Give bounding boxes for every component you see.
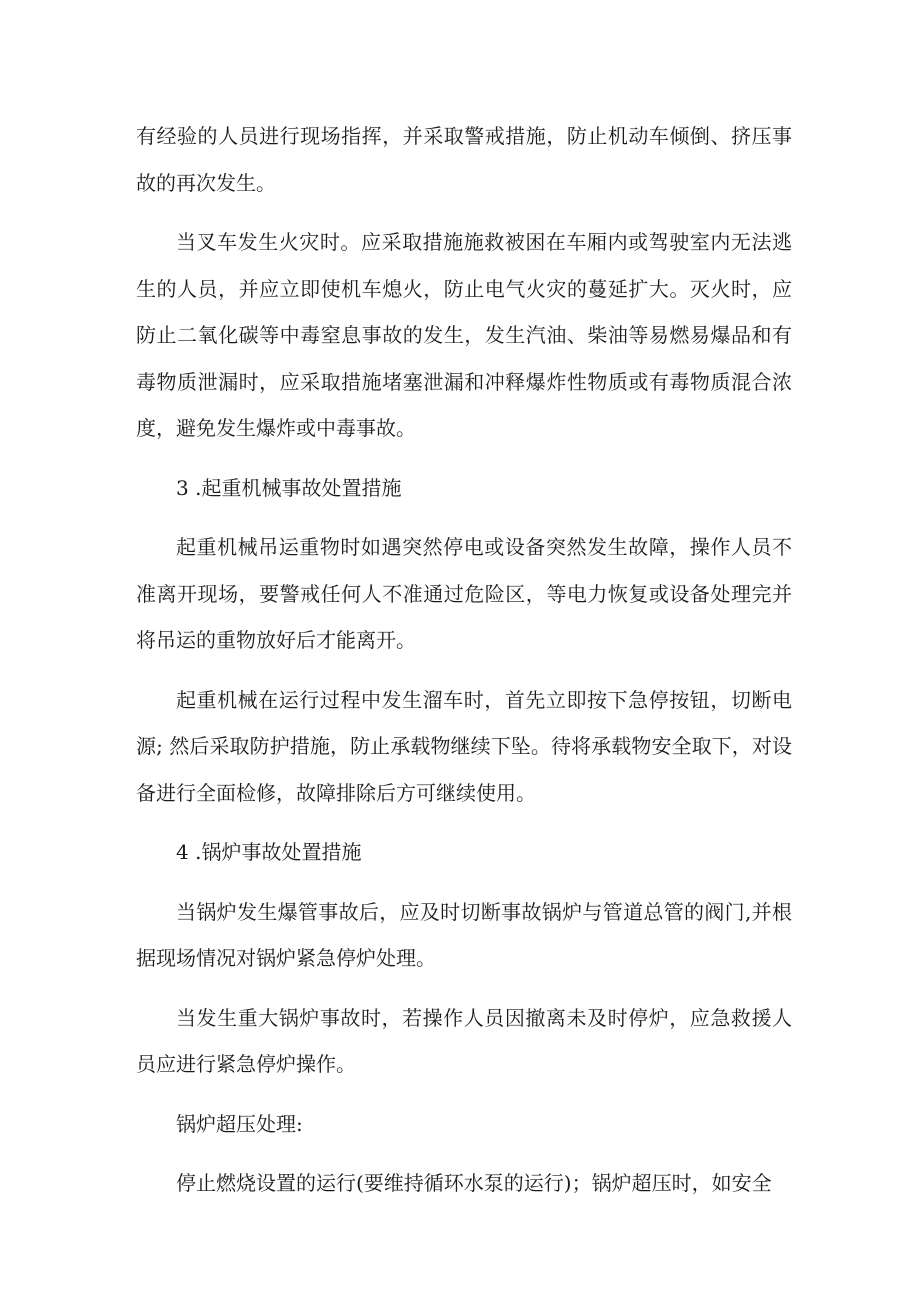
paragraph-forklift-fire: 当叉车发生火灾时。应采取措施施救被困在车厢内或驾驶室内无法逃生的人员，并应立即使机车熄火，防止电气火灾的蔓延扩大。灭火时，应防止二氧化碳等中毒窒息事故的发生，发生汽油、柴油等易燃易爆品和有毒物质泄漏时，应采取措施堵塞泄漏和冲释爆炸性物质或有毒物质混合浓度，避免发生爆炸或中毒事故。 bbox=[136, 230, 792, 440]
paragraph-crane-power-failure: 起重机械吊运重物时如遇突然停电或设备突然发生故障，操作人员不准离开现场，要警戒任何人不准通过危险区，等电力恢复或设备处理完并将吊运的重物放好后才能离开。 bbox=[136, 535, 792, 652]
paragraph-crane-sliding: 起重机械在运行过程中发生溜车时，首先立即按下急停按钮，切断电源; 然后采取防护措施，防止承载物继续下坠。待将承载物安全取下，对设备进行全面检修，故障排除后方可继续使用。 bbox=[136, 687, 792, 805]
document-body bbox=[136, 113, 792, 1220]
paragraph-boiler-overpressure-steps: 停止燃烧设置的运行(要维持循环水泵的运行)；锅炉超压时，如安全 bbox=[176, 1171, 772, 1195]
section-heading-boiler: 4 .锅炉事故处置措施 bbox=[176, 840, 362, 864]
paragraph-boiler-tube-burst: 当锅炉发生爆管事故后，应及时切断事故锅炉与管道总管的阀门,并根据现场情况对锅炉紧急停炉处理。 bbox=[136, 899, 792, 970]
paragraph-boiler-major-accident: 当发生重大锅炉事故时，若操作人员因撤离未及时停炉，应急救援人员应进行紧急停炉操作。 bbox=[136, 1005, 792, 1076]
paragraph-continued: 有经验的人员进行现场指挥，并采取警戒措施，防止机动车倾倒、挤压事故的再次发生。 bbox=[136, 124, 792, 195]
section-heading-crane: 3 .起重机械事故处置措施 bbox=[176, 475, 402, 500]
paragraph-boiler-overpressure-label: 锅炉超压处理: bbox=[176, 1111, 303, 1136]
